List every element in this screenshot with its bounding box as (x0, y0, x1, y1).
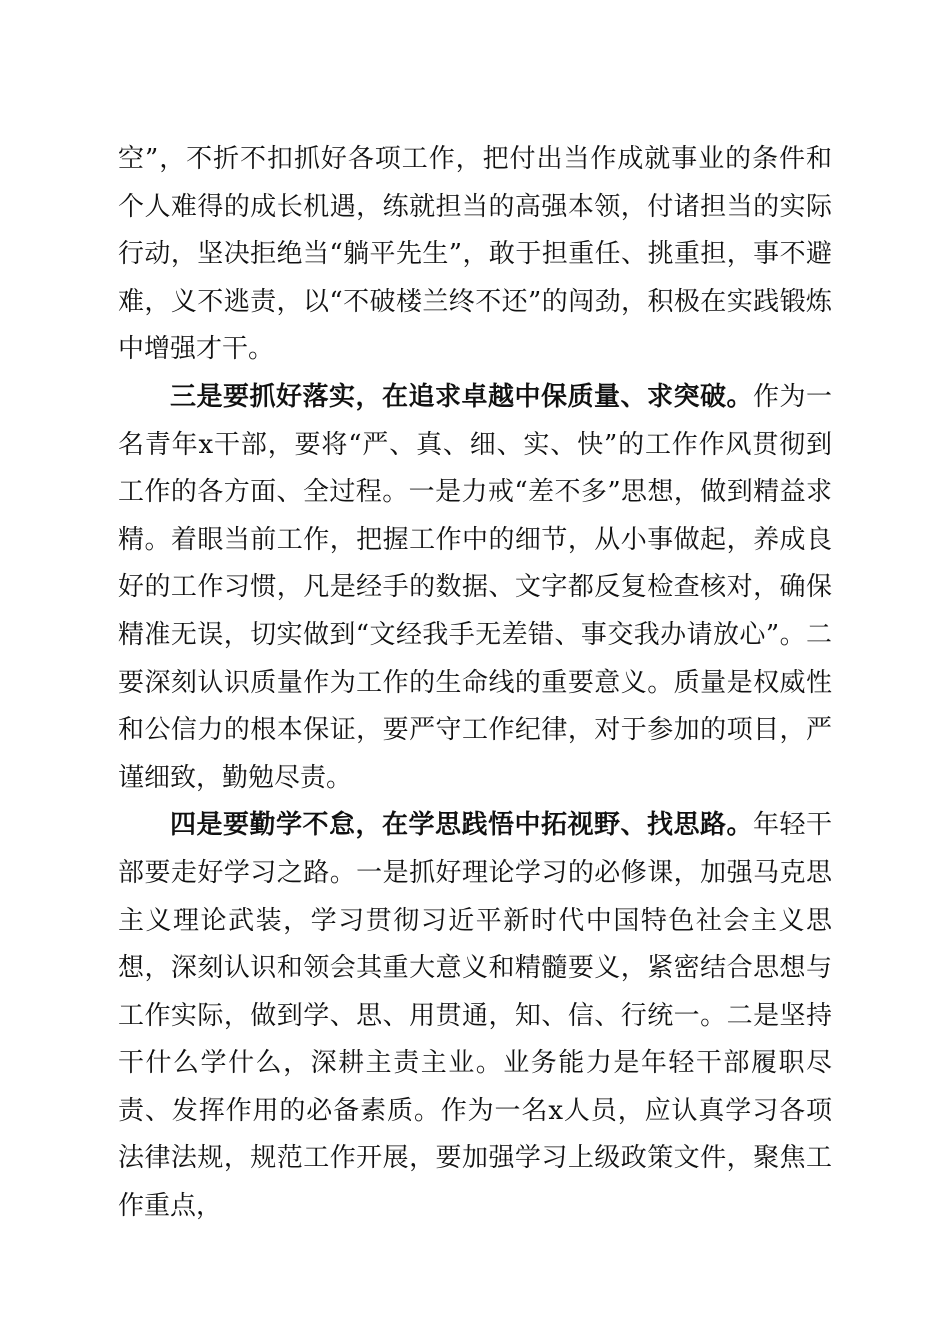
paragraph-continued (118, 136, 832, 374)
paragraph-text: 作为一名青年x干部，要将“严、真、细、实、快”的工作作风贯彻到工作的各方面、全过程。一是力戒“差不多”思想，做到精益求精。着眼当前工作，把握工作中的细节，从小事做起，养成良好的工作习惯，凡是经手的数据、文字都反复检查核对，确保精准无误，切实做到“文经我手无差错、事交我办请放心”。二要深刻认识质量作为工作的生命线的重要意义。质量是权威性和公信力的根本保证，要严守工作纪律，对于参加的项目，严谨细致，勤勉尽责。 (118, 381, 832, 793)
paragraph-point-three (118, 374, 832, 802)
paragraph-lead: 三是要抓好落实，在追求卓越中保质量、求突破。 (170, 381, 753, 412)
paragraph-text: 年轻干部要走好学习之路。一是抓好理论学习的必修课，加强马克思主义理论武装，学习贯彻习近平新时代中国特色社会主义思想，深刻认识和领会其重大意义和精髓要义，紧密结合思想与工作实际，做到学、思、用贯通，知、信、行统一。二是坚持干什么学什么，深耕主责主业。业务能力是年轻干部履职尽责、发挥作用的必备素质。作为一名x人员，应认真学习各项法律法规，规范工作开展，要加强学习上级政策文件，聚焦工作重点， (118, 810, 832, 1222)
paragraph-text: 空”，不折不扣抓好各项工作，把付出当作成就事业的条件和个人难得的成长机遇，练就担当的高强本领，付诸担当的实际行动，坚决拒绝当“躺平先生”，敢于担重任、挑重担，事不避难，义不逃责，以“不破楼兰终不还”的闯劲，积极在实践锻炼中增强才干。 (118, 144, 832, 365)
document-body (118, 136, 832, 1231)
paragraph-lead: 四是要勤学不怠，在学思践悟中拓视野、找思路。 (170, 810, 753, 841)
paragraph-point-four (118, 802, 832, 1230)
